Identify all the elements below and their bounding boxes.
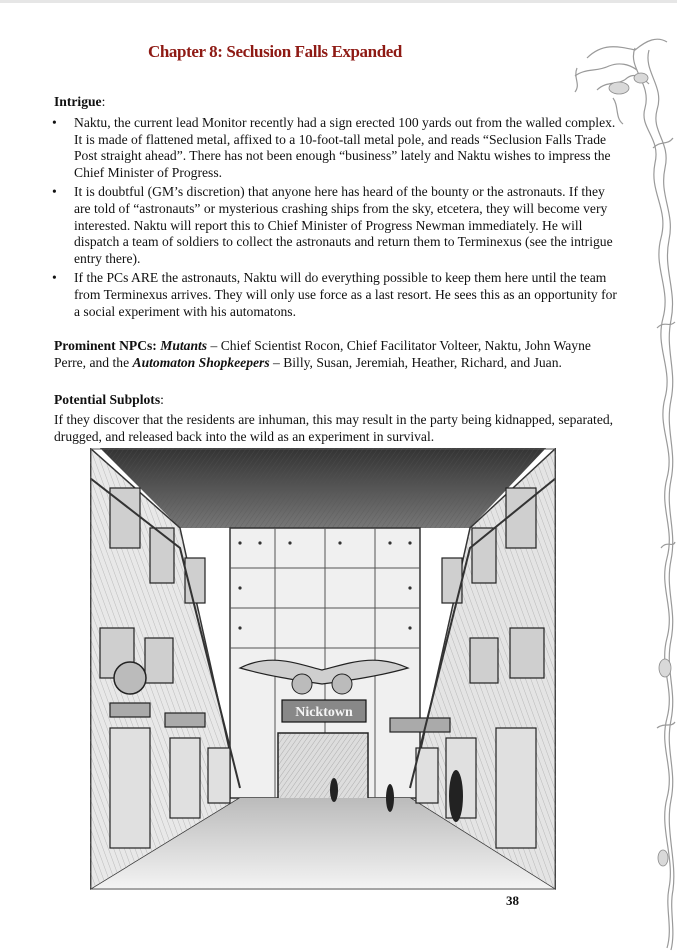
- subplots-text: If they discover that the residents are inhuman, this may result in the party being kidnapped, separated, drugged, and released back into the wild as an experiment in survival.: [54, 411, 614, 444]
- chapter-title: Chapter 8: Seclusion Falls Expanded: [148, 42, 402, 61]
- npc-group-mutants: Mutants: [160, 338, 208, 354]
- subplots-heading: Potential Subplots:: [54, 391, 164, 407]
- list-item: • Naktu, the current lead Monitor recently had a sign erected 100 yards out from the walled complex. It is made of flattened metal, affixed to a 10-foot-tall metal pole, and reads “Seclusion Falls Trade Post straight ahead”. There has not been enough “business” lately and Naktu wishes to impress the Chief Minister of Progress.: [52, 114, 616, 181]
- gate-sign: Nicktown: [295, 705, 353, 720]
- npcs-paragraph: Prominent NPCs: Mutants – Chief Scientist Rocon, Chief Facilitator Volteer, Naktu, John Wayne Perre, and the Automaton Shopkeepers – Billy, Susan, Jeremiah, Heather, Richard, and Juan.: [54, 338, 591, 371]
- list-item: • It is doubtful (GM’s discretion) that anyone here has heard of the bounty or the astronauts. If they are told of “astronauts” or mysterious crashing ships from the sky, etcetera, they will become very interested. Naktu will report this to Chief Minister of Progress Newman immediately. He will dispatch a team of soldiers to collect the astronauts and return them to Terminexus (see the intrigue entry there).: [52, 183, 613, 267]
- street-illustration: [90, 448, 556, 890]
- npcs-heading: Prominent NPCs: [54, 338, 153, 354]
- page-number: 38: [506, 893, 519, 908]
- list-item: • If the PCs ARE the astronauts, Naktu will do everything possible to keep them here until the team from Terminexus arrives. They will only use force as a last resort. He sees this as an opportunity for a social experiment with his automatons.: [52, 269, 617, 319]
- npc-group-automatons: Automaton Shopkeepers: [132, 355, 270, 371]
- intrigue-list: [54, 115, 620, 321]
- body-text: [54, 94, 620, 445]
- top-rule: [0, 0, 677, 3]
- intrigue-heading: Intrigue:: [54, 94, 106, 109]
